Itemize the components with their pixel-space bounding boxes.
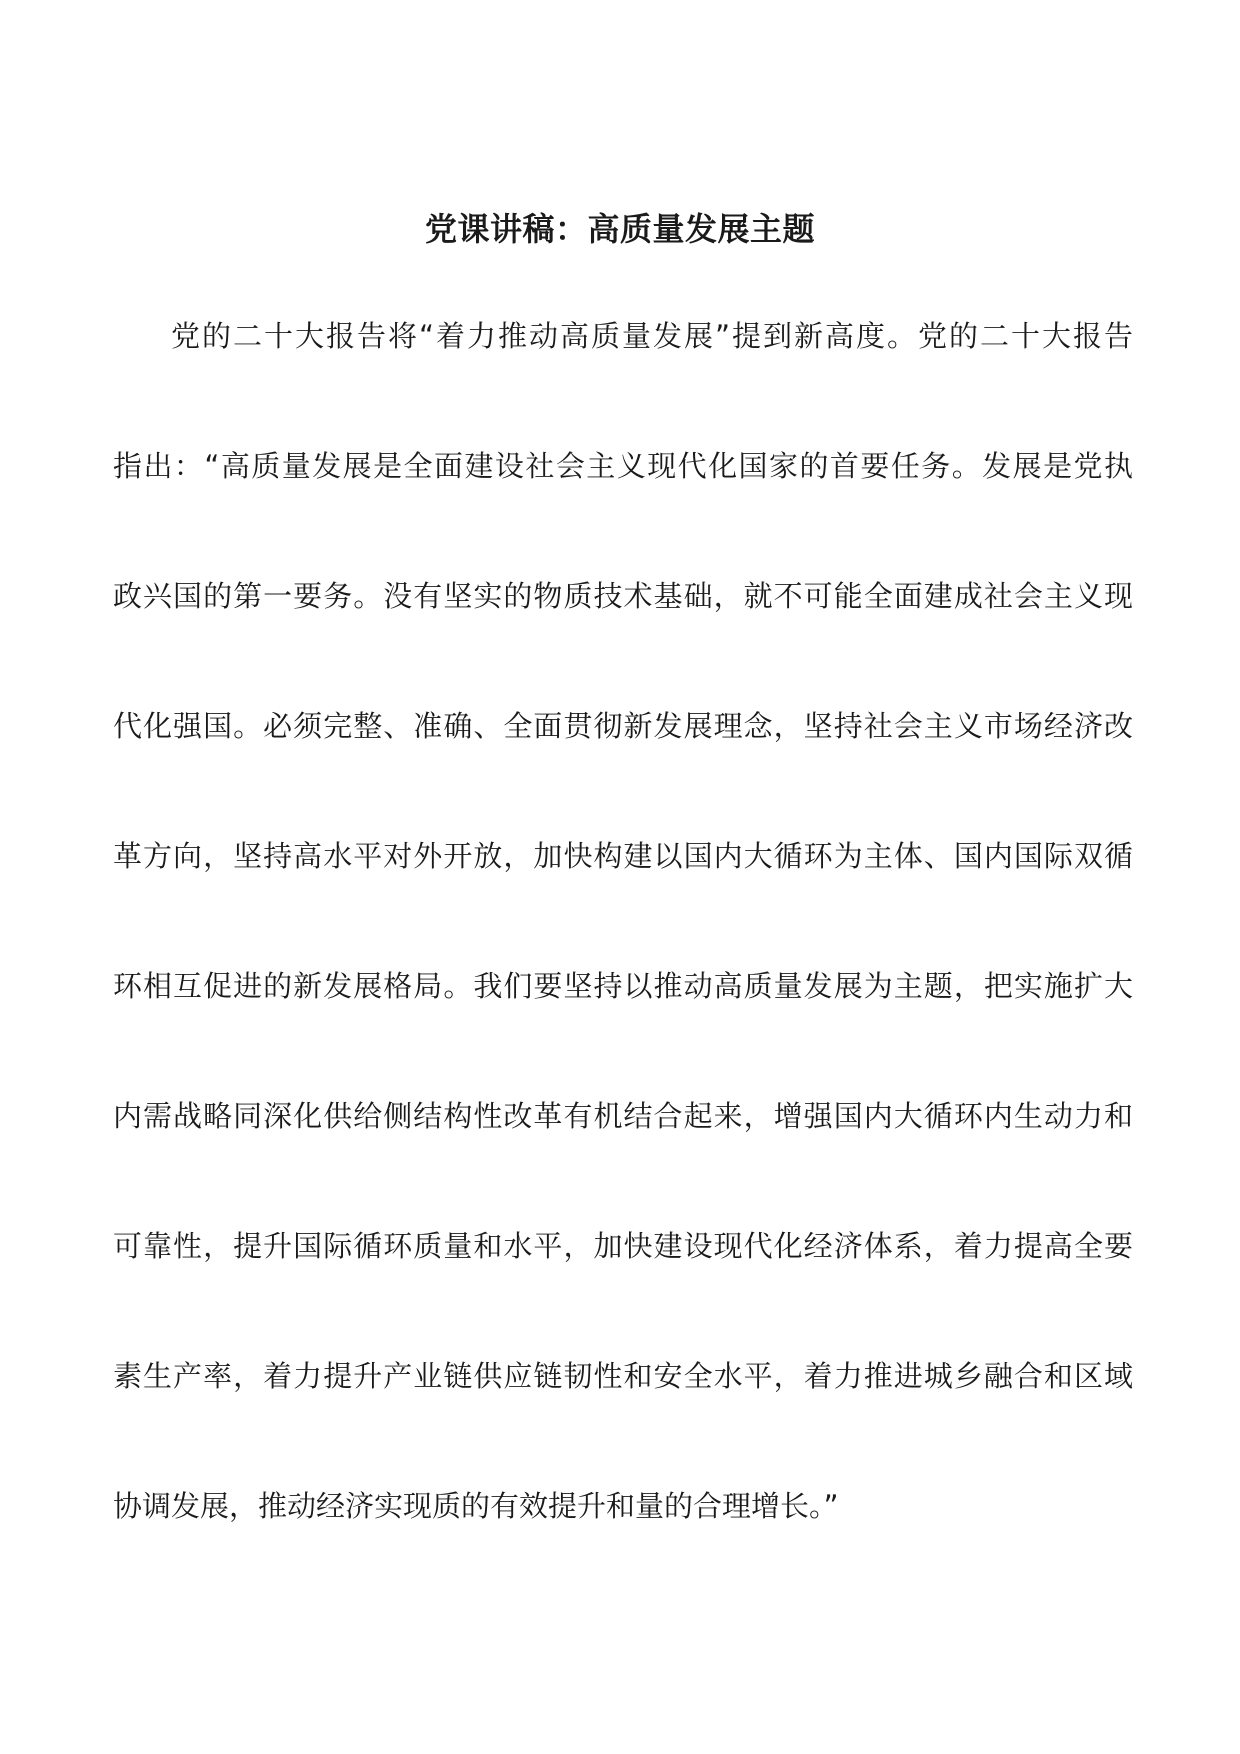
paragraph-line: 党的二十大报告将“着力推动高质量发展”提到新高度。党的二十大报告 [171,319,1133,353]
paragraph-line: 协调发展，推动经济实现质的有效提升和量的合理增长。” [113,1489,839,1523]
body-paragraph [113,316,1133,1616]
paragraph-line: 可靠性，提升国际循环质量和水平，加快建设现代化经济体系，着力提高全要 [113,1229,1133,1263]
paragraph-line: 政兴国的第一要务。没有坚实的物质技术基础，就不可能全面建成社会主义现 [113,579,1133,613]
paragraph-line: 革方向，坚持高水平对外开放，加快构建以国内大循环为主体、国内国际双循 [113,839,1133,873]
paragraph-line: 指出：“高质量发展是全面建设社会主义现代化国家的首要任务。发展是党执 [113,449,1133,483]
paragraph-line: 环相互促进的新发展格局。我们要坚持以推动高质量发展为主题，把实施扩大 [113,969,1133,1003]
paragraph-line: 素生产率，着力提升产业链供应链韧性和安全水平，着力推进城乡融合和区域 [113,1359,1133,1393]
document-title: 党课讲稿：高质量发展主题 [424,210,815,248]
paragraph-line: 代化强国。必须完整、准确、全面贯彻新发展理念，坚持社会主义市场经济改 [113,709,1133,743]
paragraph-line: 内需战略同深化供给侧结构性改革有机结合起来，增强国内大循环内生动力和 [113,1099,1133,1133]
